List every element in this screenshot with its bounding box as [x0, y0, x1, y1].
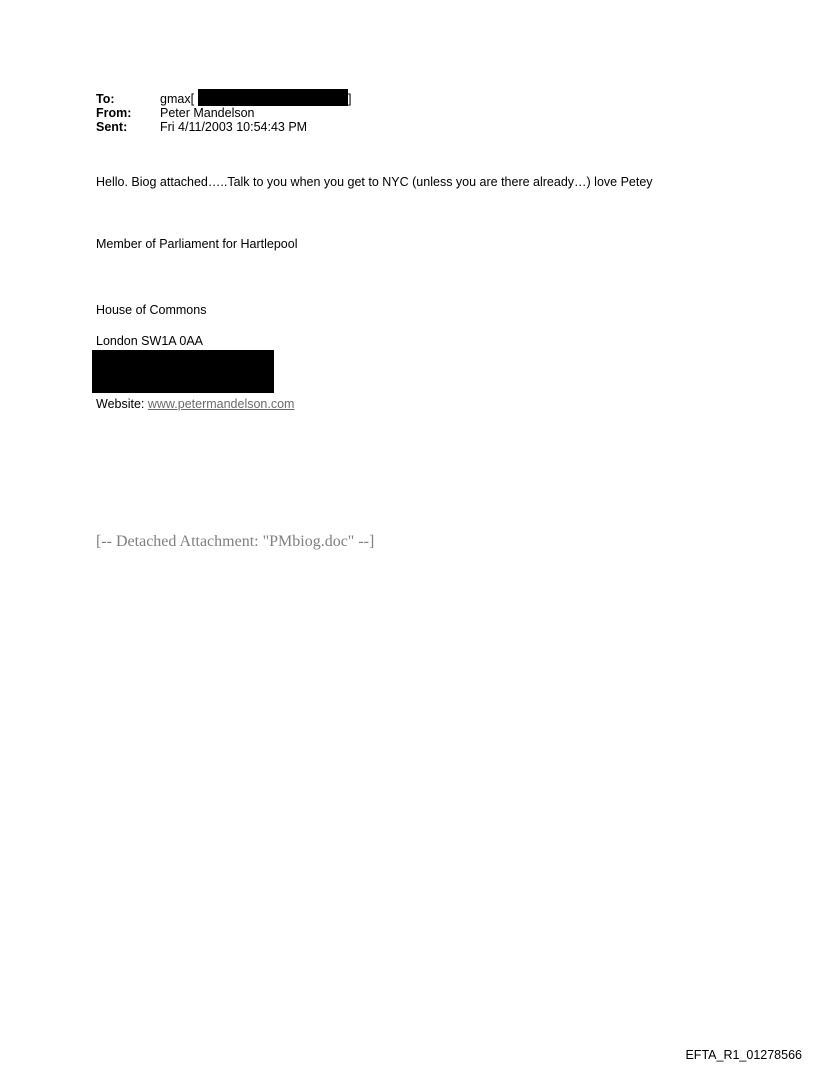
website-link[interactable]: www.petermandelson.com	[147, 397, 295, 411]
website-label: Website:	[96, 397, 148, 411]
to-value	[160, 92, 352, 106]
sent-row	[96, 120, 307, 134]
email-header	[96, 92, 352, 134]
greeting-text: Hello. Biog attached…..Talk to you when you get to NYC (unless you are there already…) love Petey	[96, 175, 653, 189]
redaction-block	[92, 350, 274, 393]
title-line: Member of Parliament for Hartlepool	[96, 237, 298, 251]
address-line-2: London SW1A 0AA	[96, 334, 204, 348]
to-label: To:	[96, 92, 115, 106]
sent-value: Fri 4/11/2003 10:54:43 PM	[160, 120, 308, 134]
document-id: EFTA_R1_01278566	[685, 1048, 802, 1062]
to-row	[96, 92, 352, 106]
from-value: Peter Mandelson	[160, 106, 255, 120]
to-value-text: gmax[	[160, 92, 195, 106]
address-line-1: House of Commons	[96, 303, 207, 317]
to-value-close: ]	[348, 92, 352, 106]
from-label: From:	[96, 106, 132, 120]
sent-label: Sent:	[96, 120, 128, 134]
to-redaction	[198, 89, 348, 106]
detached-attachment-note: [-- Detached Attachment: "PMbiog.doc" --]	[96, 533, 375, 550]
from-row	[96, 106, 307, 120]
website-line	[96, 397, 294, 412]
